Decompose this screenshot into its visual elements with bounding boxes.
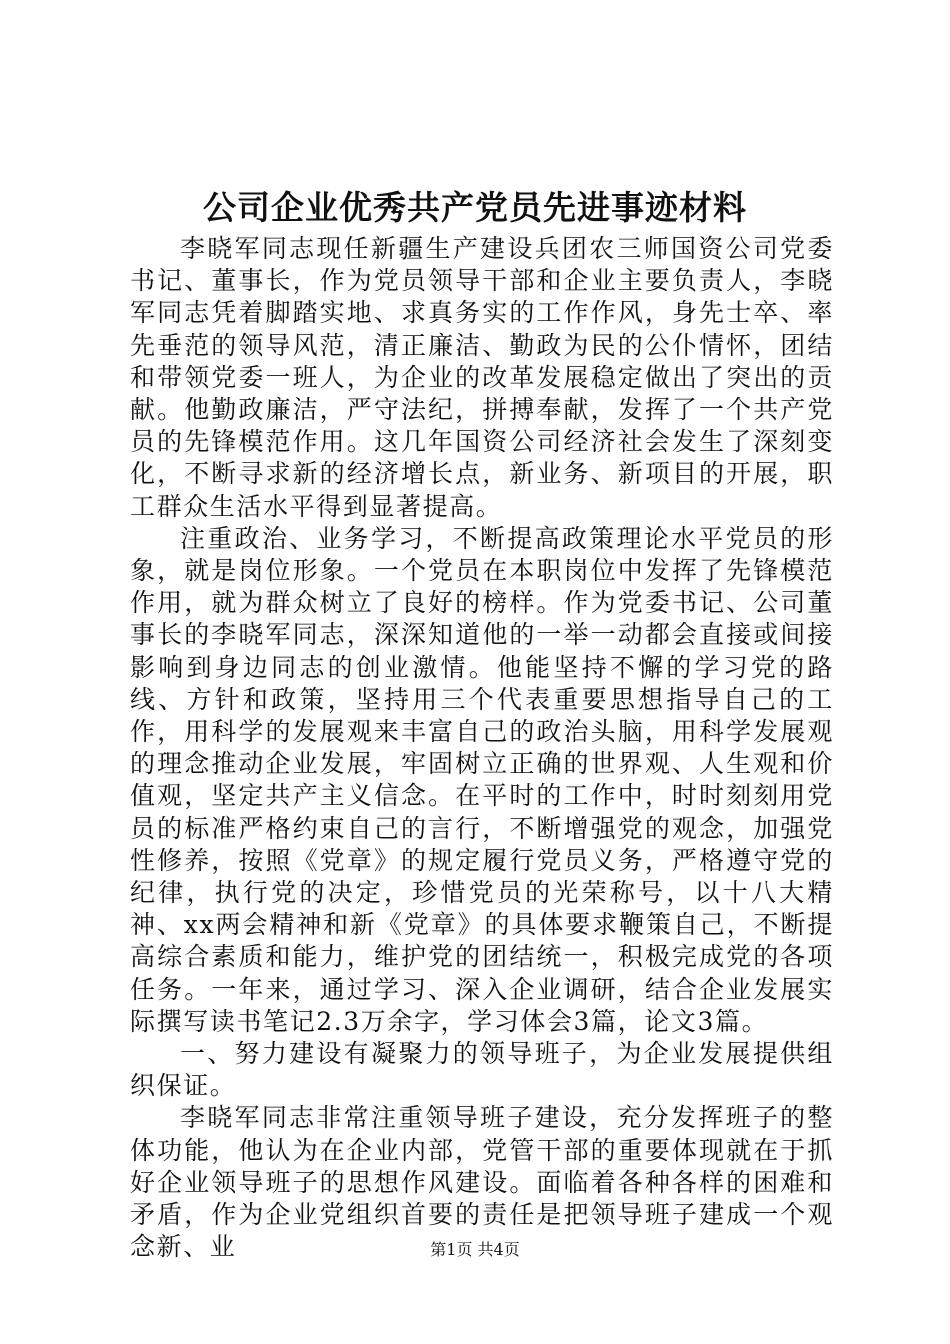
paragraph-intro: 李晓军同志现任新疆生产建设兵团农三师国资公司党委书记、董事长，作为党员领导干部和企业主要负责人，李晓军同志凭着脚踏实地、求真务实的工作作风，身先士卒、率先垂范的领导风范，清正廉洁、勤政为民的公仆情怀，团结和带领党委一班人，为企业的改革发展稳定做出了突出的贡献。他勤政廉洁，严守法纪，拼搏奉献，发挥了一个共产党员的先锋模范作用。这几年国资公司经济社会发生了深刻变化，不断寻求新的经济增长点，新业务、新项目的开展，职工群众生活水平得到显著提高。 (130, 234, 834, 521)
document-title: 公司企业优秀共产党员先进事迹材料 (203, 188, 747, 227)
paragraph-study: 注重政治、业务学习，不断提高政策理论水平党员的形象，就是岗位形象。一个党员在本职岗位中发挥了先锋模范作用，就为群众树立了良好的榜样。作为党委书记、公司董事长的李晓军同志，深深知道他的一举一动都会直接或间接影响到身边同志的创业激情。他能坚持不懈的学习党的路线、方针和政策，坚持用三个代表重要思想指导自己的工作，用科学的发展观来丰富自己的政治头脑，用科学发展观的理念推动企业发展，牢固树立正确的世界观、人生观和价值观，坚定共产主义信念。在平时的工作中，时时刻刻用党员的标准严格约束自己的言行，不断增强党的观念，加强党性修养，按照《党章》的规定履行党员义务，严格遵守党的纪律，执行党的决定，珍惜党员的光荣称号，以十八大精神、xx两会精神和新《党章》的具体要求鞭策自己，不断提高综合素质和能力，维护党的团结统一，积极完成党的各项任务。一年来，通过学习、深入企业调研，结合企业发展实际撰写读书笔记2.3万余字，学习体会3篇，论文3篇。 (130, 523, 834, 1036)
page-footer: 第1页 共4页 (430, 1240, 520, 1259)
section-heading-1: 一、努力建设有凝聚力的领导班子，为企业发展提供组织保证。 (130, 1039, 834, 1101)
document-body (130, 233, 834, 1264)
paragraph-leadership: 李晓军同志非常注重领导班子建设，充分发挥班子的整体功能，他认为在企业内部，党管干部的重要体现就在于抓好企业领导班子的思想作风建设。面临着各种各样的困难和矛盾，作为企业党组织首要的责任是把领导班子建成一个观念新、业 (130, 1103, 834, 1262)
